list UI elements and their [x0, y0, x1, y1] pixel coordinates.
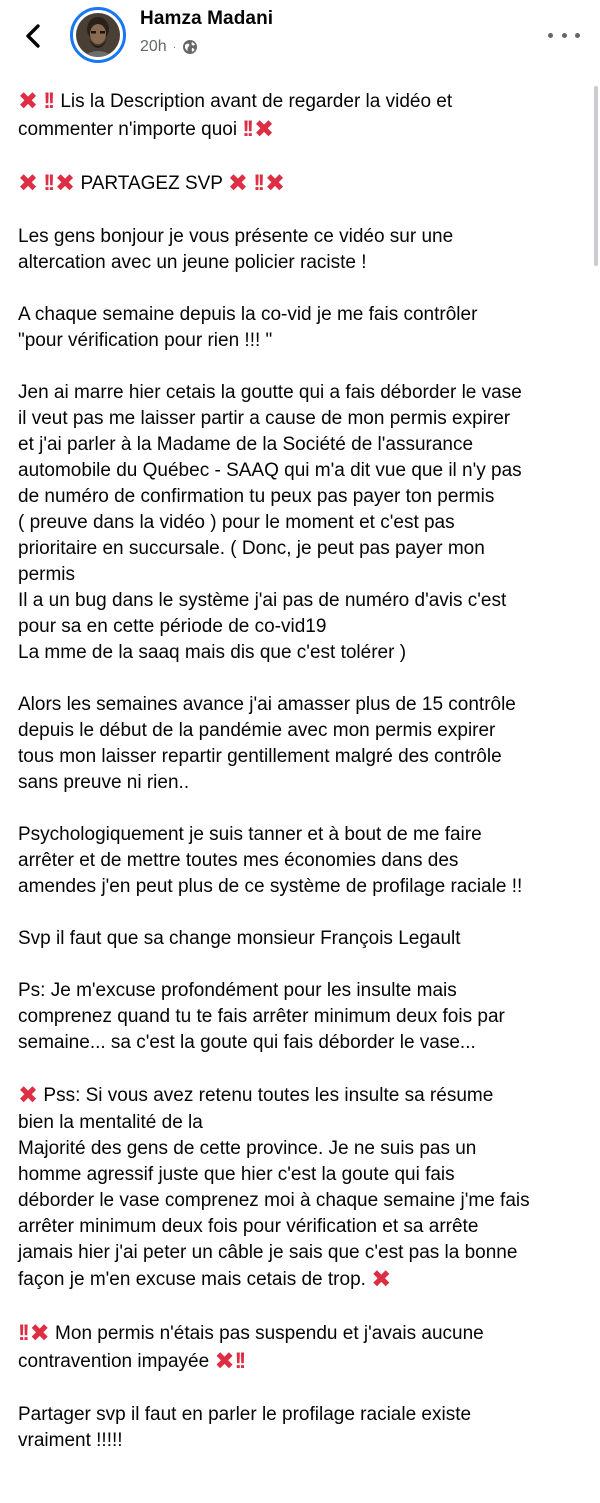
- chevron-left-icon: [23, 23, 45, 49]
- post-line: de numéro de confirmation tu peux pas payer ton permis: [18, 486, 495, 507]
- post-line: pour sa en cette période de co-vid19: [18, 616, 327, 637]
- paragraph-6: [18, 692, 586, 796]
- post-line: Ps: Je m'excuse profondément pour les insulte mais: [18, 980, 457, 1001]
- post-line: prioritaire en succursale. ( Donc, je peut pas payer mon: [18, 538, 485, 559]
- post-line: depuis le début de la pandémie avec mon permis expirer: [18, 720, 496, 741]
- paragraph-4: [18, 302, 586, 354]
- post-line: arrêter et de mettre toutes mes économies dans des: [18, 850, 459, 871]
- paragraph-7: [18, 822, 586, 900]
- more-options-button[interactable]: [548, 22, 580, 48]
- profile-photo: [76, 13, 120, 57]
- post-header: [0, 0, 600, 78]
- post-line: homme agressif juste que hier c'est la goute qui fais: [18, 1164, 455, 1185]
- double-exclamation-icon: !!: [234, 1348, 244, 1373]
- post-line: déborder le vase comprenez moi à chaque semaine j'me fais: [18, 1190, 530, 1211]
- globe-icon[interactable]: [182, 39, 198, 55]
- paragraph-2: [18, 170, 586, 198]
- cross-mark-icon: ✖: [18, 170, 39, 197]
- post-line: ( preuve dans la vidéo ) pour le moment et c'est pas: [18, 512, 455, 533]
- cross-mark-icon: ✖: [55, 170, 76, 197]
- meta-separator: ·: [172, 41, 177, 53]
- cross-mark-icon: ✖: [18, 1082, 39, 1109]
- double-exclamation-icon: !!: [43, 88, 53, 113]
- paragraph-11: [18, 1320, 586, 1376]
- post-line: bien la mentalité de la: [18, 1112, 203, 1133]
- post-line: façon je m'en excuse mais cetais de trop.: [18, 1269, 366, 1290]
- double-exclamation-icon: !!: [18, 1320, 27, 1345]
- post-line: altercation avec un jeune policier raciste !: [18, 252, 367, 273]
- paragraph-5: [18, 380, 586, 666]
- post-meta: [140, 38, 198, 56]
- paragraph-9: [18, 978, 586, 1056]
- cross-mark-icon: ✖: [29, 1320, 50, 1347]
- post-line: Mon permis n'étais pas suspendu et j'avais aucune: [55, 1323, 484, 1344]
- post-line: vraiment !!!!!: [18, 1430, 123, 1451]
- back-button[interactable]: [16, 18, 52, 54]
- paragraph-8: [18, 926, 586, 952]
- post-line: A chaque semaine depuis la co-vid je me fais contrôler: [18, 304, 478, 325]
- post-line: "pour vérification pour rien !!! ": [18, 330, 273, 351]
- post-line: Alors les semaines avance j'ai amasser plus de 15 contrôle: [18, 694, 516, 715]
- avatar[interactable]: [70, 7, 126, 63]
- cross-mark-icon: ✖: [264, 170, 286, 197]
- cross-mark-icon: ✖: [371, 1266, 392, 1293]
- post-line: Lis la Description avant de regarder la vidéo et: [60, 91, 453, 112]
- more-horizontal-icon: [548, 33, 553, 38]
- paragraph-10: [18, 1082, 586, 1294]
- more-horizontal-icon: [575, 33, 580, 38]
- post-line: arrêter minimum deux fois pour vérification et sa arrête: [18, 1216, 479, 1237]
- post-line: tous mon laisser repartir gentillement malgré des contrôle: [18, 746, 502, 767]
- cross-mark-icon: ✖: [227, 170, 249, 197]
- more-horizontal-icon: [562, 33, 567, 38]
- post-line: contravention impayée: [18, 1351, 210, 1372]
- double-exclamation-icon: !!: [242, 116, 251, 141]
- post-line: amendes j'en peut plus de ce système de profilage raciale !!: [18, 876, 523, 897]
- cross-mark-icon: ✖: [214, 1348, 235, 1375]
- post-line: permis: [18, 564, 76, 585]
- paragraph-12: [18, 1402, 586, 1454]
- post-line: et j'ai parler à la Madame de la Société de l'assurance: [18, 434, 474, 455]
- post-line: il veut pas me laisser partir a cause de mon permis expirer: [18, 408, 511, 429]
- post-line: automobile du Québec - SAAQ qui m'a dit vue que il n'y pas: [18, 460, 522, 481]
- double-exclamation-icon: !!: [43, 170, 53, 195]
- scrollbar[interactable]: [594, 86, 598, 266]
- post-line: commenter n'importe quoi: [18, 119, 238, 140]
- post-line: Majorité des gens de cette province. Je ne suis pas un: [18, 1138, 477, 1159]
- post-line: sans preuve ni rien..: [18, 772, 190, 793]
- author-name[interactable]: Hamza Madani: [140, 8, 274, 29]
- post-timestamp[interactable]: 20h: [140, 38, 167, 55]
- post-line: PARTAGEZ SVP: [80, 173, 223, 194]
- post-line: Svp il faut que sa change monsieur François Legault: [18, 928, 461, 949]
- cross-mark-icon: ✖: [18, 88, 39, 115]
- post-line: Partager svp il faut en parler le profilage raciale existe: [18, 1404, 472, 1425]
- post-line: jamais hier j'ai peter un câble je sais que c'est pas la bonne: [18, 1242, 518, 1263]
- post-text: [18, 88, 586, 1480]
- post-line: La mme de la saaq mais dis que c'est tolérer ): [18, 642, 407, 663]
- post-line: semaine... sa c'est la goute qui fais déborder le vase...: [18, 1032, 476, 1053]
- post-line: Les gens bonjour je vous présente ce vidéo sur une: [18, 226, 454, 247]
- cross-mark-icon: ✖: [254, 116, 275, 143]
- post-line: Jen ai marre hier cetais la goutte qui a fais déborder le vase: [18, 382, 522, 403]
- paragraph-3: [18, 224, 586, 276]
- post-line: Il a un bug dans le système j'ai pas de numéro d'avis c'est: [18, 590, 507, 611]
- post-line: Psychologiquement je suis tanner et à bout de me faire: [18, 824, 482, 845]
- post-line: comprenez quand tu te fais arrêter minimum deux fois par: [18, 1006, 505, 1027]
- paragraph-1: [18, 88, 586, 144]
- post-line: Pss: Si vous avez retenu toutes les insulte sa résume: [43, 1085, 494, 1106]
- double-exclamation-icon: !!: [253, 170, 262, 195]
